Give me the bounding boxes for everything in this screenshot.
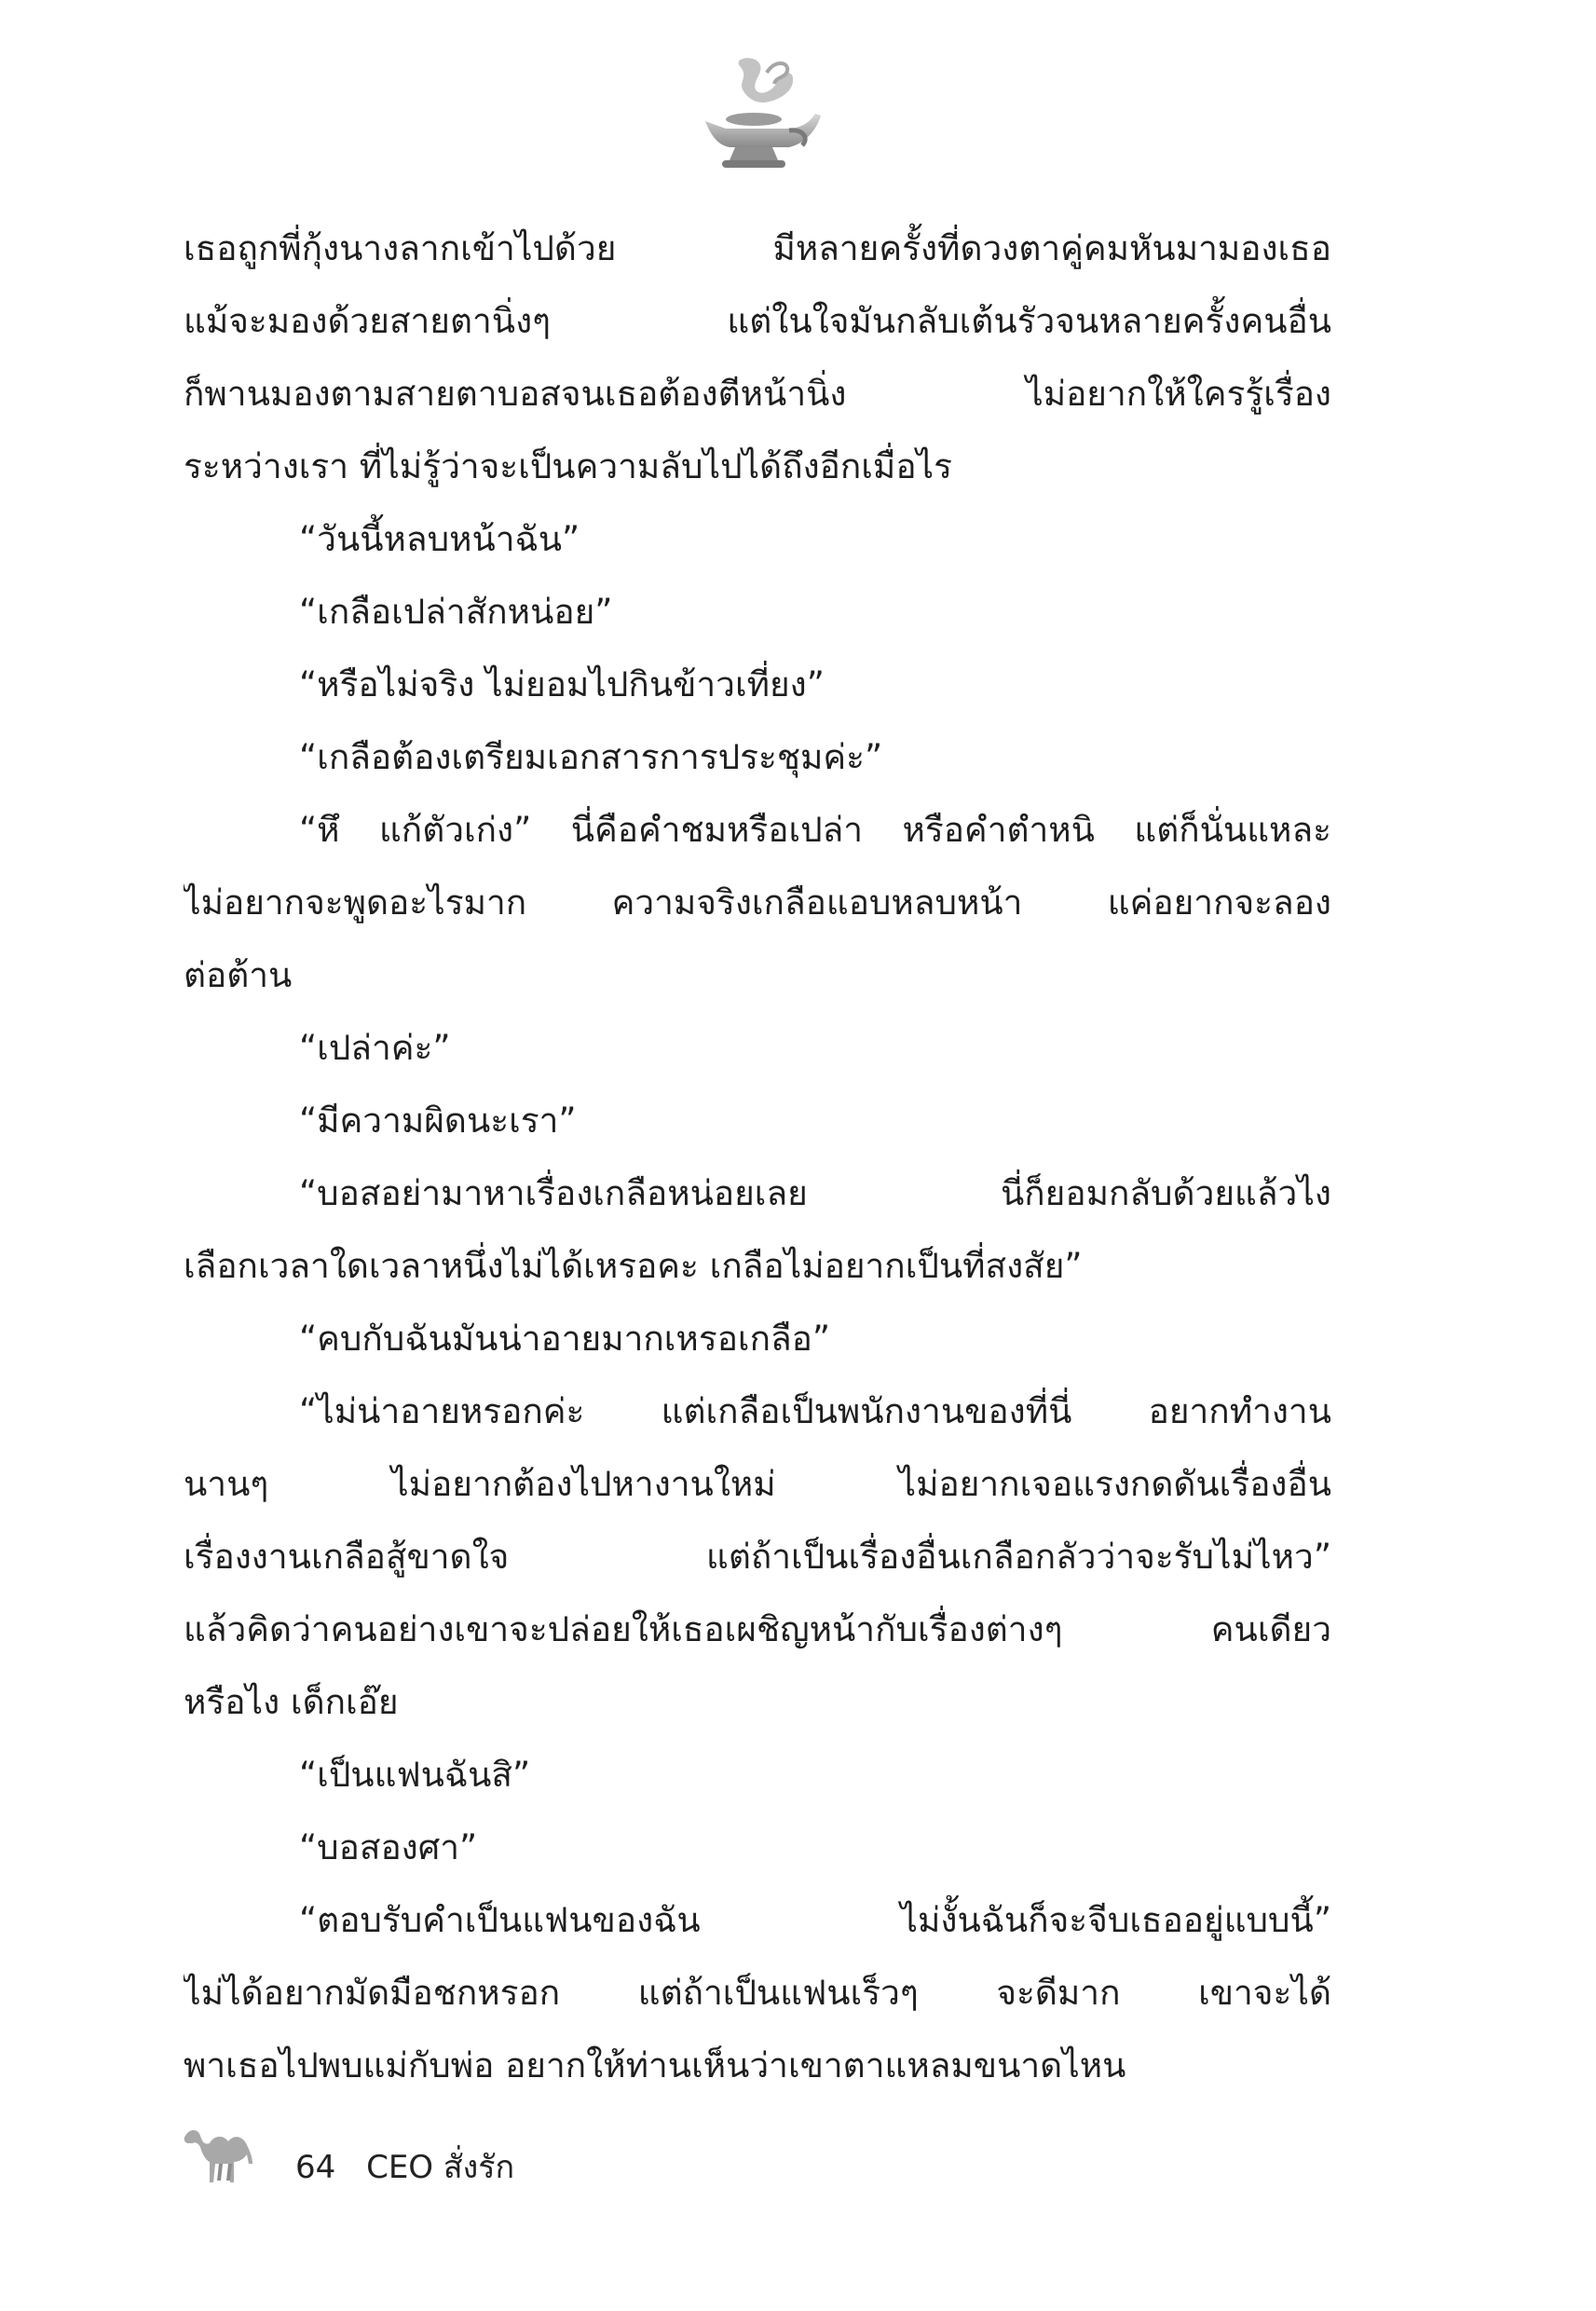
camel-icon <box>182 2123 258 2184</box>
paragraph-line: นานๆ ไม่อยากต้องไปหางานใหม่ ไม่อยากเจอแรงกดดันเรื่องอื่น <box>184 1464 1331 1504</box>
dialogue-line: “คบกับฉันมันน่าอายมากเหรอเกลือ” <box>299 1319 831 1359</box>
paragraph-line: ต่อต้าน <box>184 955 293 995</box>
paragraph-line: แม้จะมองด้วยสายตานิ่งๆ แต่ในใจมันกลับเต้นรัวจนหลายครั้งคนอื่น <box>184 301 1331 341</box>
paragraph-line: “ตอบรับคำเป็นแฟนของฉัน ไม่งั้นฉันก็จะจีบเธออยู่แบบนี้” <box>299 1900 1331 1940</box>
dialogue-line: “เกลือเปล่าสักหน่อย” <box>299 592 613 632</box>
dialogue-line: “เกลือต้องเตรียมเอกสารการประชุมค่ะ” <box>299 737 883 777</box>
paragraph-line: เรื่องงานเกลือสู้ขาดใจ แต่ถ้าเป็นเรื่องอื่นเกลือกลัวว่าจะรับไม่ไหว” <box>184 1537 1331 1577</box>
dialogue-line: “มีความผิดนะเรา” <box>299 1101 577 1141</box>
paragraph-line: เลือกเวลาใดเวลาหนึ่งไม่ได้เหรอคะ เกลือไม่อยากเป็นที่สงสัย” <box>184 1246 1083 1286</box>
book-title: CEO สั่งรัก <box>366 2149 515 2186</box>
paragraph-line: พาเธอไปพบแม่กับพ่อ อยากให้ท่านเห็นว่าเขาตาแหลมขนาดไหน <box>184 2045 1126 2085</box>
page-number: 64 <box>295 2149 336 2186</box>
paragraph-line: แล้วคิดว่าคนอย่างเขาจะปล่อยให้เธอเผชิญหน้ากับเรื่องต่างๆ คนเดียว <box>184 1609 1331 1649</box>
dialogue-line: “บอสองศา” <box>299 1827 478 1867</box>
footer-label <box>295 2141 514 2192</box>
paragraph-line: ไม่อยากจะพูดอะไรมาก ความจริงเกลือแอบหลบหน้า แค่อยากจะลอง <box>184 882 1331 923</box>
dialogue-line: “หรือไม่จริง ไม่ยอมไปกินข้าวเที่ยง” <box>299 664 825 704</box>
body-text <box>184 212 1331 2102</box>
paragraph-line: เธอถูกพี่กุ้งนางลากเข้าไปด้วย มีหลายครั้งที่ดวงตาคู่คมหันมามองเธอ <box>184 228 1331 268</box>
dialogue-line: “วันนี้หลบหน้าฉัน” <box>299 519 580 559</box>
paragraph-line: หรือไง เด็กเอ๊ย <box>184 1682 399 1722</box>
genie-lamp-icon <box>685 54 825 175</box>
dialogue-line: “เป็นแฟนฉันสิ” <box>299 1755 531 1795</box>
paragraph-line: ก็พานมองตามสายตาบอสจนเธอต้องตีหน้านิ่ง ไม่อยากให้ใครรู้เรื่อง <box>184 374 1331 414</box>
paragraph-line: “ไม่น่าอายหรอกค่ะ แต่เกลือเป็นพนักงานของที่นี่ อยากทำงาน <box>299 1391 1331 1431</box>
paragraph-line: “หึ แก้ตัวเก่ง” นี่คือคำชมหรือเปล่า หรือคำตำหนิ แต่ก็นั่นแหละ <box>299 810 1331 850</box>
paragraph-line: ระหว่างเรา ที่ไม่รู้ว่าจะเป็นความลับไปได้ถึงอีกเมื่อไร <box>184 446 953 486</box>
paragraph-line: ไม่ได้อยากมัดมือชกหรอก แต่ถ้าเป็นแฟนเร็วๆ จะดีมาก เขาจะได้ <box>184 1973 1331 2013</box>
dialogue-line: “เปล่าค่ะ” <box>299 1028 451 1068</box>
paragraph-line: “บอสอย่ามาหาเรื่องเกลือหน่อยเลย นี่ก็ยอมกลับด้วยแล้วไง <box>299 1173 1331 1213</box>
